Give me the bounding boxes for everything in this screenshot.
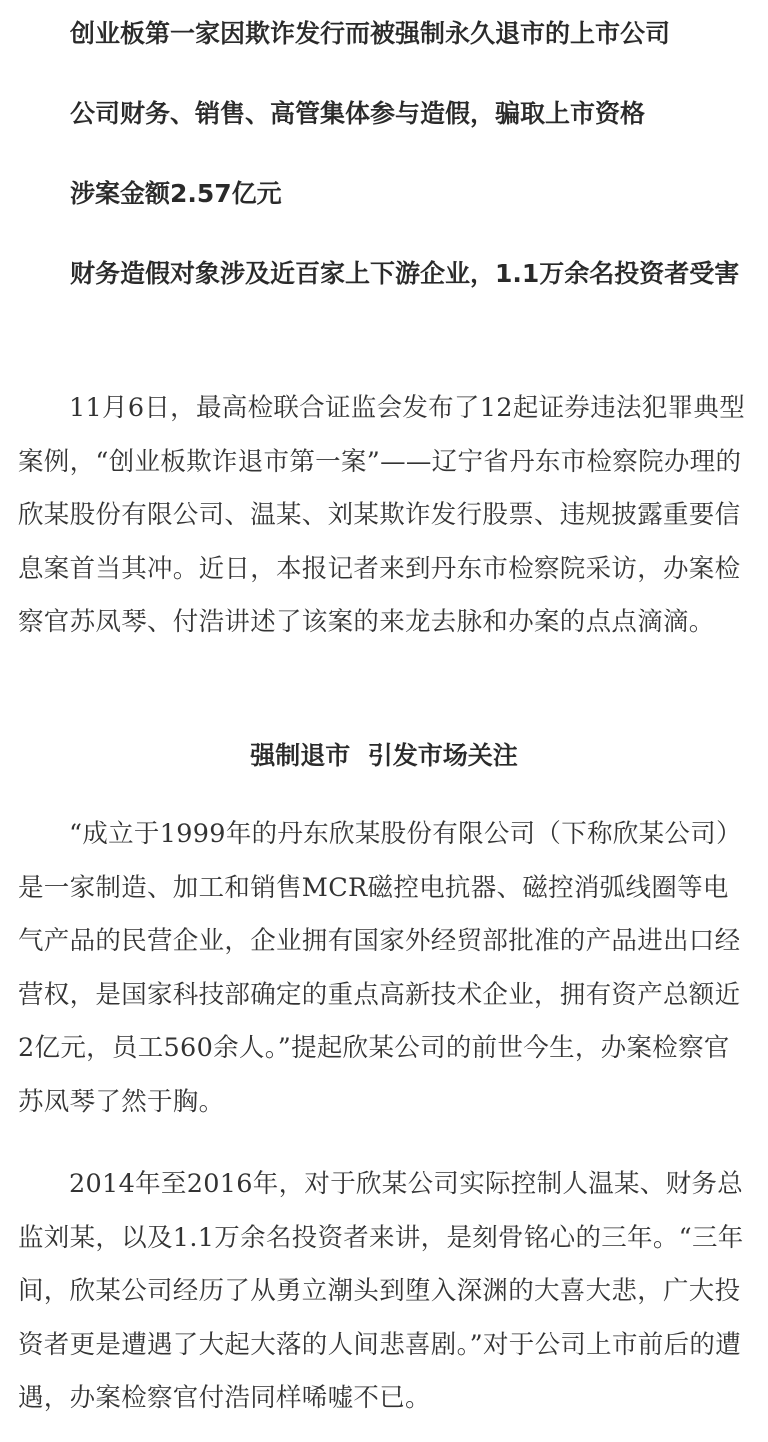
lead-line-2: 公司财务、销售、高管集体参与造假，骗取上市资格 <box>70 99 646 128</box>
lead-line-3: 涉案金额2.57亿元 <box>70 179 282 208</box>
section-heading: 强制退市 引发市场关注 <box>250 741 518 770</box>
body-paragraph-1: 11月6日，最高检联合证监会发布了12起证券违法犯罪典型案例，“创业板欺诈退市第一案”——辽宁省丹东市检察院办理的欣某股份有限公司、温某、刘某欺诈发行股票、违规披露重要信息案首当其冲。近日，本报记者来到丹东市检察院采访，办案检察官苏凤琴、付浩讲述了该案的来龙去脉和办案的点点滴滴。 <box>18 393 746 637</box>
lead-line-1: 创业板第一家因欺诈发行而被强制永久退市的上市公司 <box>70 19 671 48</box>
lead-line-4: 财务造假对象涉及近百家上下游企业，1.1万余名投资者受害 <box>70 259 740 288</box>
body-paragraph-3: 2014年至2016年，对于欣某公司实际控制人温某、财务总监刘某，以及1.1万余名投资者来讲，是刻骨铭心的三年。“三年间，欣某公司经历了从勇立潮头到堕入深渊的大喜大悲，广大投资者更是遭遇了大起大落的人间悲喜剧。”对于公司上市前后的遭遇，办案检察官付浩同样唏嘘不已。 <box>18 1169 744 1413</box>
body-paragraph-2: “成立于1999年的丹东欣某股份有限公司（下称欣某公司）是一家制造、加工和销售MCR磁控电抗器、磁控消弧线圈等电气产品的民营企业，企业拥有国家外经贸部批准的产品进出口经营权，是国家科技部确定的重点高新技术企业，拥有资产总额近2亿元，员工560余人。”提起欣某公司的前世今生，办案检察官苏凤琴了然于胸。 <box>18 819 742 1117</box>
